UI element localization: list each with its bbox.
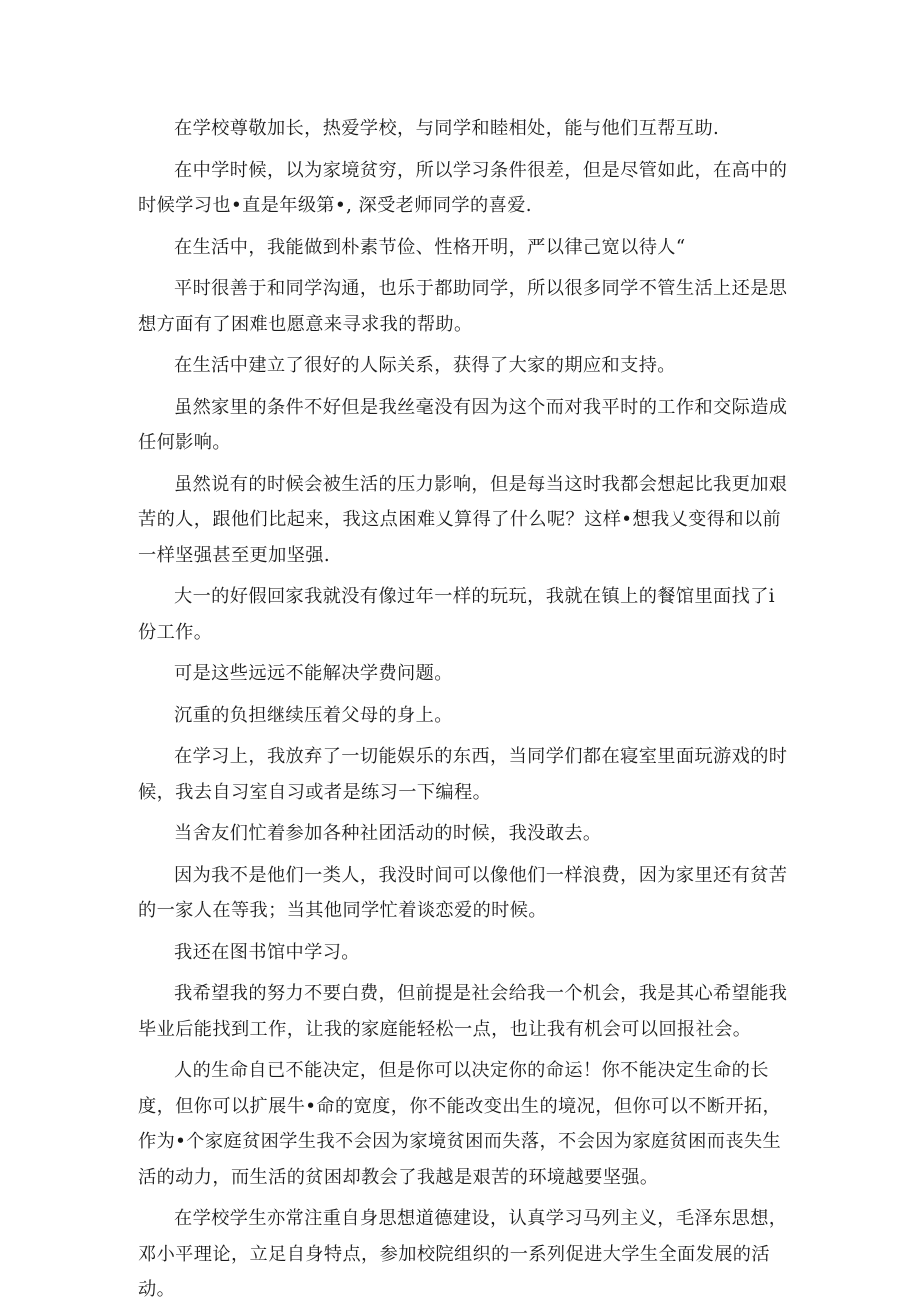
paragraph: 大一的好假回家我就没有像过年一样的玩玩，我就在镇上的餐馆里面找了i份工作。 — [138, 586, 776, 643]
paragraph: 因为我不是他们一类人，我没时间可以像他们一样浪费，因为家里还有贫苦的一家人在等我；当其他同学忙着谈恋爱的时候。 — [138, 864, 788, 921]
paragraph: 在生活中建立了很好的人际关系，获得了大家的期应和支持。 — [174, 355, 676, 376]
paragraph: 在学习上，我放弃了一切能娱乐的东西，当同学们都在寝室里面玩游戏的时候，我去自习室自习或者是练习一下编程。 — [138, 746, 788, 803]
paragraph: 虽然说有的时候会被生活的压力影响，但是每当这时我都会想起比我更加艰苦的人，跟他们比起来，我这点困难乂算得了什么呢？这样•想我乂变得和以前一样坚强甚至更加坚强. — [138, 473, 788, 566]
paragraph: 在学校尊敬加长，热爱学校，与同学和睦相处，能与他们互帮互助. — [174, 118, 720, 139]
paragraph: 在中学时候，以为家境贫穷，所以学习条件很差，但是尽管如此，在高中的时候学习也•直是年级第•, 深受老师同学的喜爱. — [138, 159, 788, 216]
paragraph: 虽然家里的条件不好但是我丝毫没有因为这个而对我平时的工作和交际造成任何影响。 — [138, 396, 788, 453]
paragraph: 平时很善于和同学沟通，也乐于都助同学，所以很多同学不管生活上还是思想方面有了困难也愿意来寻求我的帮助。 — [138, 278, 788, 335]
paragraph: 沉重的负担继续压着父母的身上。 — [174, 704, 453, 726]
paragraph: 我希望我的努力不要白费，但前提是社会给我一个机会，我是其心希望能我毕业后能找到工作，让我的家庭能轻松一点，也让我有机会可以回报社会。 — [138, 983, 788, 1040]
document-body — [138, 111, 788, 1314]
paragraph: 人的生命自已不能决定，但是你可以决定你的命运！你不能决定生命的长度，但你可以扩展牛•命的宽度，你不能改变出生的境况，但你可以不断开拓，作为•个家庭贫困学生我不会因为家境贫困而失落，不会因为家庭贫困而丧失生活的动力，而生活的贫困却教会了我越是艰苦的环境越要坚强。 — [138, 1060, 782, 1188]
paragraph: 当舍友们忙着参加各种社团活动的时候，我没敢去。 — [174, 823, 602, 844]
paragraph: 在生活中，我能做到朴素节俭、性格开明，严以律己宽以待人“ — [174, 236, 686, 258]
paragraph: 我还在图书馆中学习。 — [174, 941, 360, 963]
paragraph: 在学校学生亦常注重自身思想道德建设，认真学习马列主义，毛泽东思想，邓小平理论，立足自身特点，参加校院组织的一系列促进大学生全面发展的活动。 — [138, 1208, 788, 1300]
paragraph: 可是这些远远不能解决学费问题。 — [174, 663, 453, 684]
